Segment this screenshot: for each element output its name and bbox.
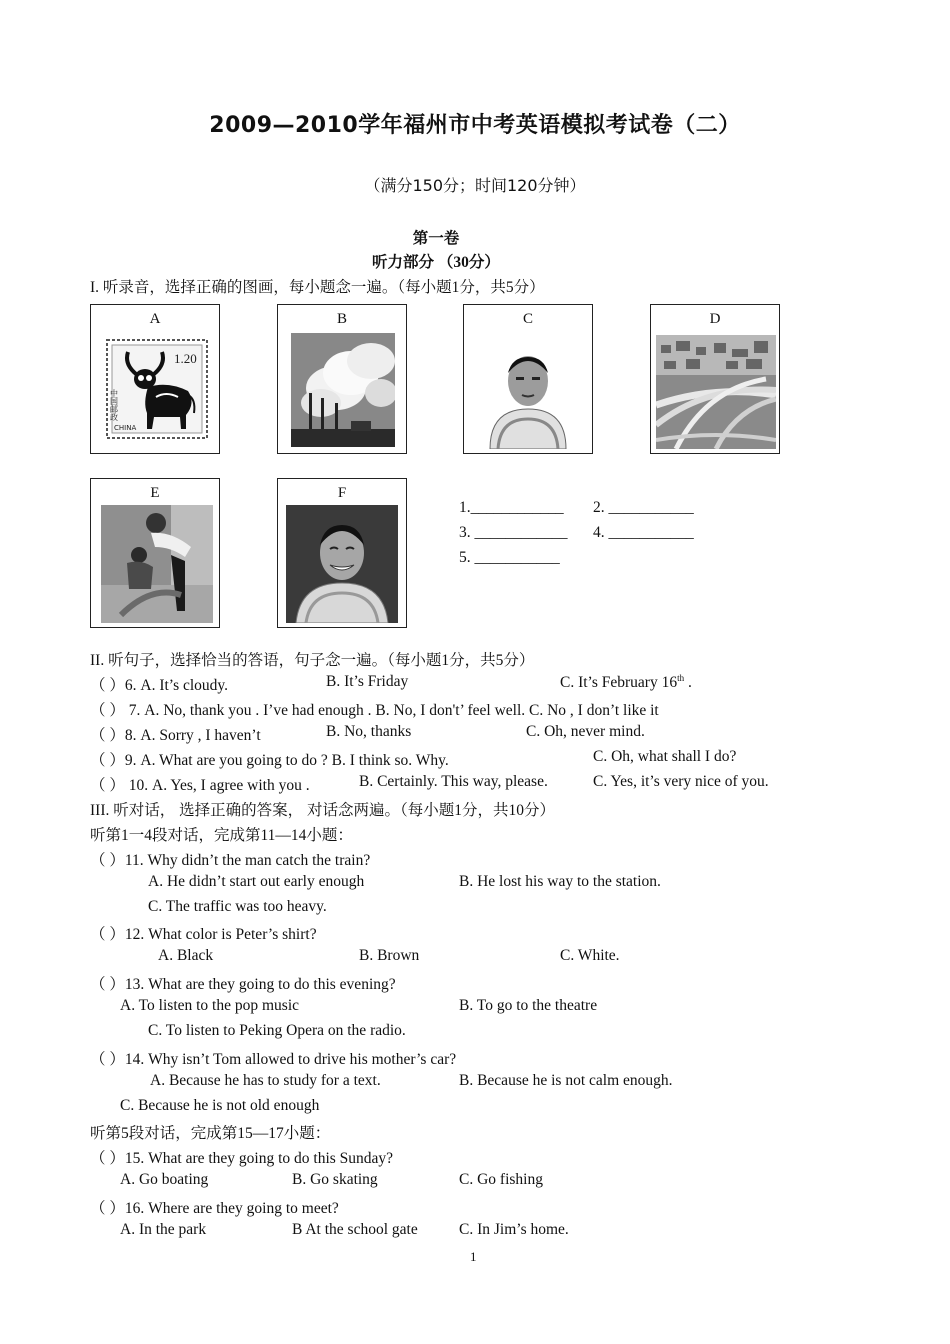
stamp-country: 中国邮政 (109, 389, 119, 421)
question-15-option-c: C. Go fishing (459, 1171, 543, 1188)
question-12-option-b: B. Brown (359, 947, 420, 964)
listening-heading: 听力部分 （30分） (372, 254, 500, 271)
question-10: （ ） 10. A. Yes, I agree with you . (90, 777, 310, 794)
astronaut-portrait-icon (476, 335, 580, 449)
answer-blank-4[interactable]: 4. ___________ (593, 524, 694, 541)
question-6-option-b: B. It’s Friday (326, 673, 409, 690)
question-14: （ ）14. Why isn’t Tom allowed to drive his mother’s car? (90, 1051, 457, 1068)
question-7: （ ） 7. A. No, thank you . I’ve had enough . B. No, I don't’ feel well. C. No , I don’t like it (90, 702, 659, 719)
question-14-option-c: C. Because he is not old enough (120, 1097, 320, 1114)
picture-a (90, 304, 220, 454)
question-15-option-a: A. Go boating (120, 1171, 209, 1188)
picture-b (277, 304, 407, 454)
question-13: （ ）13. What are they going to do this evening? (90, 976, 396, 993)
question-8: （ ）8. A. Sorry , I haven’t (90, 727, 261, 744)
question-12-option-c: C. White. (560, 947, 620, 964)
question-6: （ ）6. A. It’s cloudy. (90, 677, 229, 694)
question-16-option-a: A. In the park (120, 1221, 207, 1238)
answer-blank-1[interactable]: 1.____________ (459, 499, 564, 516)
picture-label: A (149, 311, 161, 327)
picture-f (277, 478, 407, 628)
question-12-option-a: A. Black (158, 947, 214, 964)
picture-e (90, 478, 220, 628)
section3-instruction: III. 听对话， 选择正确的答案， 对话念两遍。（每小题1分，共10分） (90, 802, 555, 819)
page-number: 1 (470, 1249, 477, 1264)
question-13-option-b: B. To go to the theatre (459, 997, 598, 1014)
question-8-option-c: C. Oh, never mind. (526, 723, 645, 740)
question-8-option-b: B. No, thanks (326, 723, 412, 740)
picture-c (463, 304, 593, 454)
ox-stamp-icon (106, 339, 208, 439)
picture-label: D (709, 311, 721, 327)
question-6-option-c: C. It’s February 16th . (560, 673, 692, 692)
picture-label: C (522, 311, 533, 327)
child-helping-icon (101, 505, 213, 623)
section2-instruction: II. 听句子，选择恰当的答语，句子念一遍。（每小题1分，共5分） (90, 652, 535, 669)
stamp-country-en: CHINA (114, 424, 137, 432)
question-14-option-b: B. Because he is not calm enough. (459, 1072, 673, 1089)
question-11-option-b: B. He lost his way to the station. (459, 873, 661, 890)
picture-label: E (150, 485, 160, 501)
factory-smoke-icon (291, 333, 395, 447)
question-11-option-c: C. The traffic was too heavy. (148, 898, 327, 915)
question-15-option-b: B. Go skating (292, 1171, 378, 1188)
section1-instruction: I. 听录音，选择正确的图画，每小题念一遍。（每小题1分，共5分） (90, 279, 545, 296)
question-13-option-a: A. To listen to the pop music (120, 997, 300, 1014)
question-13-option-c: C. To listen to Peking Opera on the radio. (148, 1022, 406, 1039)
picture-d (650, 304, 780, 454)
picture-label: F (337, 485, 347, 501)
astronaut-smiling-icon (286, 505, 398, 623)
question-15: （ ）15. What are they going to do this Sunday? (90, 1150, 394, 1167)
answer-blank-2[interactable]: 2. ___________ (593, 499, 694, 516)
answer-blank-3[interactable]: 3. ____________ (459, 524, 568, 541)
question-11-option-a: A. He didn’t start out early enough (148, 873, 365, 890)
section3-part2: 听第5段对话，完成第15—17小题： (90, 1125, 331, 1142)
question-10-option-b: B. Certainly. This way, please. (359, 773, 548, 790)
highway-city-icon (656, 335, 776, 449)
volume-heading: 第一卷 (412, 230, 460, 247)
page-title: 2009—2010学年福州市中考英语模拟考试卷（二） (209, 113, 741, 138)
picture-label: B (336, 311, 347, 327)
question-10-option-c: C. Yes, it’s very nice of you. (593, 773, 769, 790)
question-16: （ ）16. Where are they going to meet? (90, 1200, 339, 1217)
question-9-option-c: C. Oh, what shall I do? (593, 748, 737, 765)
question-16-option-b: B At the school gate (292, 1221, 418, 1238)
section3-part1: 听第1一4段对话，完成第11—14小题： (90, 827, 353, 844)
question-9: （ ）9. A. What are you going to do ? B. I think so. Why. (90, 752, 449, 769)
page-subtitle: （满分150分；时间120分钟） (364, 176, 586, 195)
question-14-option-a: A. Because he has to study for a text. (150, 1072, 381, 1089)
question-11: （ ）11. Why didn’t the man catch the train? (90, 852, 371, 869)
question-16-option-c: C. In Jim’s home. (459, 1221, 569, 1238)
answer-blank-5[interactable]: 5. ___________ (459, 549, 560, 566)
stamp-value: 1.20 (174, 351, 197, 366)
question-12: （ ）12. What color is Peter’s shirt? (90, 926, 317, 943)
